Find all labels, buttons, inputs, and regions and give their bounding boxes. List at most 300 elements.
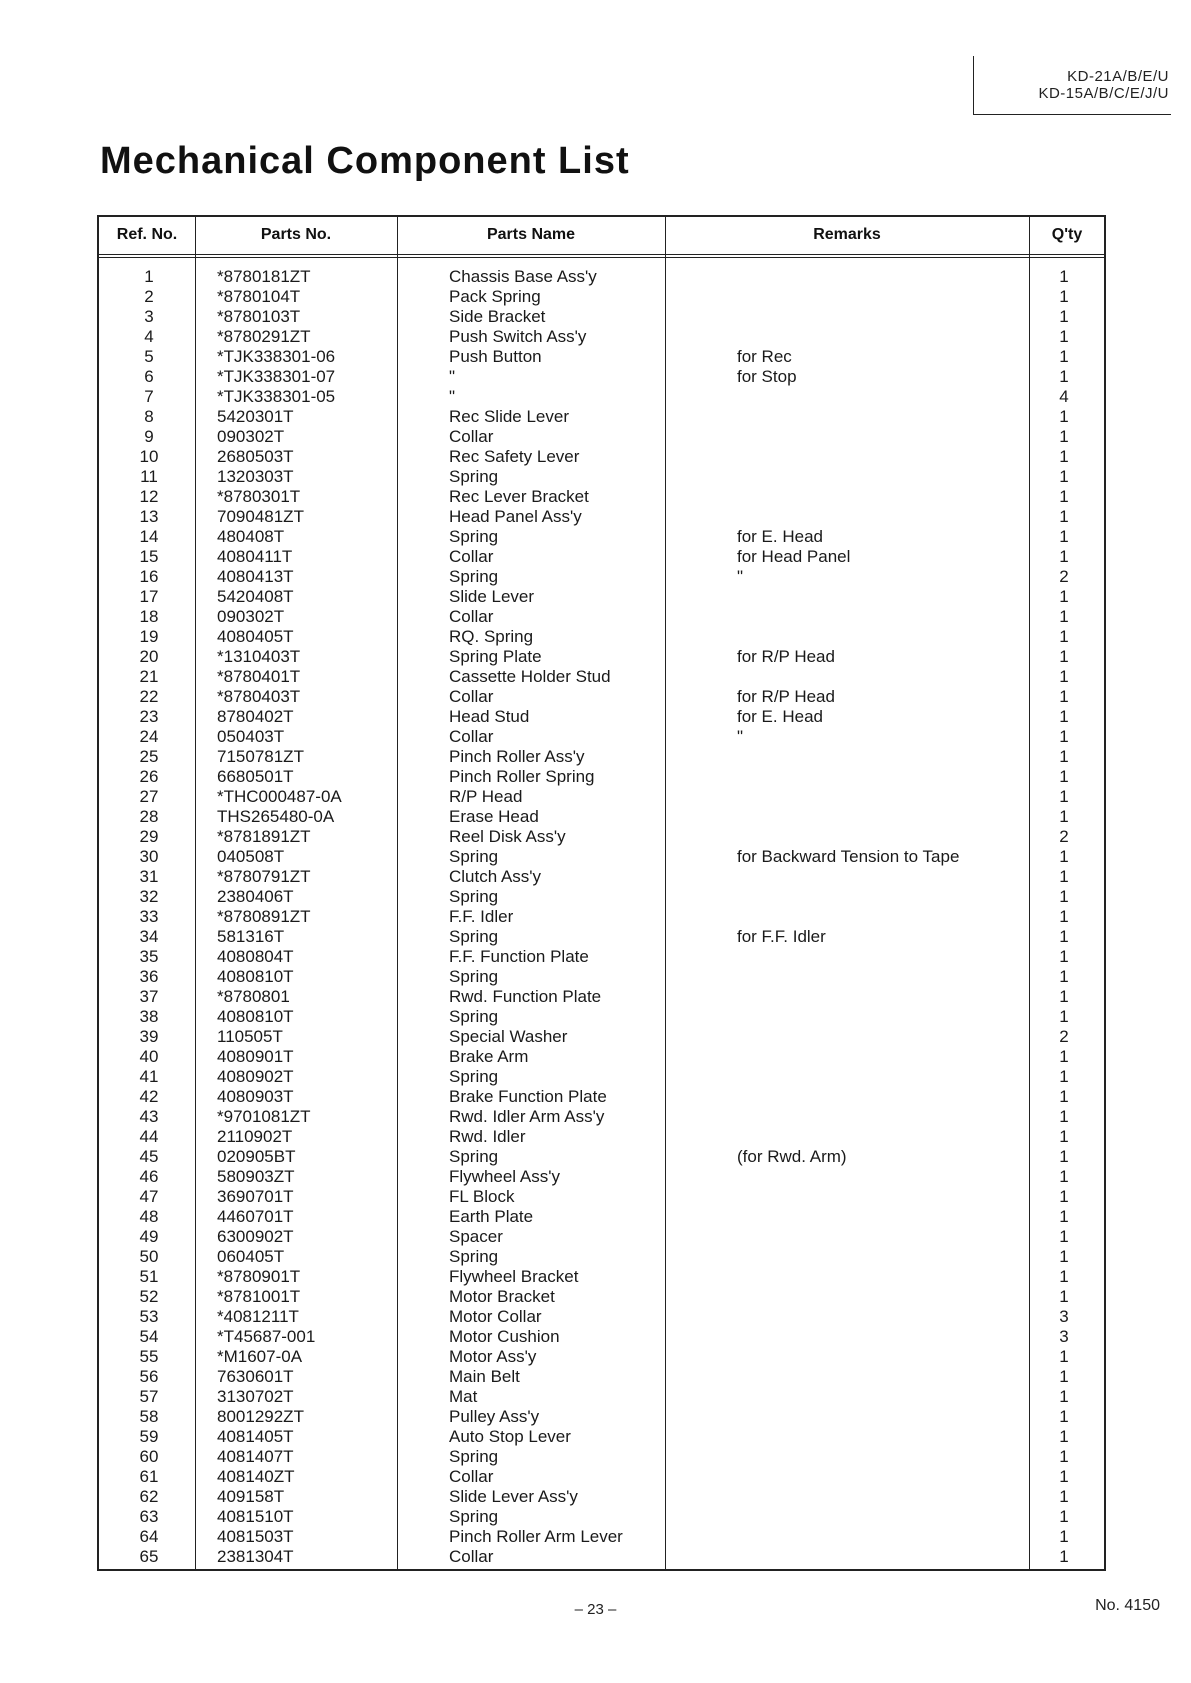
- cell-parts-name: Reel Disk Ass'y: [449, 827, 566, 846]
- cell-qty: 1: [1059, 1207, 1069, 1226]
- cell-qty: 1: [1059, 1487, 1069, 1506]
- cell-qty: 1: [1059, 1467, 1069, 1486]
- cell-parts-no: *TJK338301-06: [217, 347, 336, 366]
- cell-parts-no: *T45687-001: [217, 1327, 316, 1346]
- cell-parts-name: Spring: [449, 1447, 499, 1466]
- table-row: [99, 667, 1104, 687]
- cell-parts-no: 7090481ZT: [217, 507, 304, 526]
- cell-parts-no: *8780891ZT: [217, 907, 311, 926]
- cell-ref-no: 57: [139, 1387, 159, 1406]
- cell-parts-no: 5420408T: [217, 587, 294, 606]
- cell-parts-no: 4080901T: [217, 1047, 294, 1066]
- cell-ref-no: 30: [139, 847, 159, 866]
- table-row: [99, 1227, 1104, 1247]
- cell-parts-no: *THC000487-0A: [217, 787, 342, 806]
- cell-parts-name: Collar: [449, 547, 494, 566]
- cell-ref-no: 1: [144, 267, 154, 286]
- cell-ref-no: 4: [144, 327, 154, 346]
- cell-parts-no: 3690701T: [217, 1187, 294, 1206]
- table-row: [99, 287, 1104, 307]
- cell-qty: 1: [1059, 1187, 1069, 1206]
- cell-parts-name: Collar: [449, 427, 494, 446]
- table-row: [99, 847, 1104, 867]
- cell-parts-name: Slide Lever: [449, 587, 535, 606]
- cell-parts-name: Side Bracket: [449, 307, 546, 326]
- cell-parts-name: Motor Ass'y: [449, 1347, 537, 1366]
- cell-qty: 2: [1059, 1027, 1069, 1046]
- table-row: [99, 1027, 1104, 1047]
- cell-parts-name: Rec Lever Bracket: [449, 487, 589, 506]
- table-row: [99, 1307, 1104, 1327]
- cell-remarks: for Stop: [737, 367, 797, 386]
- cell-parts-no: *8780103T: [217, 307, 301, 326]
- table-row: [99, 987, 1104, 1007]
- cell-qty: 1: [1059, 767, 1069, 786]
- cell-parts-name: F.F. Idler: [449, 907, 514, 926]
- cell-qty: 2: [1059, 827, 1069, 846]
- header-qty: Q'ty: [1051, 226, 1083, 243]
- cell-parts-name: Spring: [449, 1507, 499, 1526]
- cell-parts-name: Pack Spring: [449, 287, 541, 306]
- table-row: [99, 307, 1104, 327]
- cell-qty: 1: [1059, 267, 1069, 286]
- table-row: [99, 447, 1104, 467]
- cell-parts-name: Collar: [449, 1467, 494, 1486]
- cell-ref-no: 44: [139, 1127, 159, 1146]
- cell-ref-no: 28: [139, 807, 159, 826]
- table-row: [99, 527, 1104, 547]
- table-row: [99, 927, 1104, 947]
- cell-ref-no: 7: [144, 387, 154, 406]
- cell-ref-no: 48: [139, 1207, 159, 1226]
- cell-parts-name: Rec Slide Lever: [449, 407, 570, 426]
- cell-parts-no: 5420301T: [217, 407, 294, 426]
- cell-parts-no: 060405T: [217, 1247, 285, 1266]
- cell-parts-name: Spring Plate: [449, 647, 542, 666]
- cell-qty: 1: [1059, 507, 1069, 526]
- cell-ref-no: 8: [144, 407, 154, 426]
- cell-parts-no: *8780791ZT: [217, 867, 311, 886]
- cell-qty: 1: [1059, 467, 1069, 486]
- header-rule: [99, 257, 1104, 258]
- cell-ref-no: 12: [139, 487, 159, 506]
- cell-qty: 1: [1059, 587, 1069, 606]
- cell-ref-no: 21: [139, 667, 159, 686]
- cell-qty: 1: [1059, 867, 1069, 886]
- cell-ref-no: 62: [139, 1487, 159, 1506]
- cell-parts-no: *9701081ZT: [217, 1107, 311, 1126]
- table-row: [99, 727, 1104, 747]
- cell-parts-name: Pinch Roller Spring: [449, 767, 595, 786]
- cell-parts-name: Brake Function Plate: [449, 1087, 607, 1106]
- table-row: [99, 1147, 1104, 1167]
- cell-qty: 1: [1059, 947, 1069, 966]
- cell-qty: 1: [1059, 927, 1069, 946]
- cell-parts-name: Rec Safety Lever: [449, 447, 580, 466]
- cell-parts-name: Slide Lever Ass'y: [449, 1487, 578, 1506]
- cell-ref-no: 47: [139, 1187, 159, 1206]
- cell-parts-name: Collar: [449, 727, 494, 746]
- cell-parts-no: 409158T: [217, 1487, 285, 1506]
- cell-qty: 1: [1059, 887, 1069, 906]
- cell-parts-name: Motor Collar: [449, 1307, 542, 1326]
- cell-parts-name: Rwd. Function Plate: [449, 987, 602, 1006]
- table-row: [99, 787, 1104, 807]
- cell-parts-no: 4080804T: [217, 947, 294, 966]
- table-row: [99, 507, 1104, 527]
- model-number-line2: KD-15A/B/C/E/J/U: [1038, 85, 1169, 102]
- cell-qty: 1: [1059, 1227, 1069, 1246]
- cell-parts-name: Spring: [449, 567, 499, 586]
- table-row: [99, 747, 1104, 767]
- cell-ref-no: 55: [139, 1347, 159, 1366]
- cell-ref-no: 14: [139, 527, 159, 546]
- cell-ref-no: 23: [139, 707, 159, 726]
- cell-parts-no: THS265480-0A: [217, 807, 335, 826]
- cell-qty: 1: [1059, 407, 1069, 426]
- cell-qty: 3: [1059, 1307, 1069, 1326]
- table-row: [99, 1267, 1104, 1287]
- cell-parts-no: 4081405T: [217, 1427, 294, 1446]
- parts-table: [97, 215, 1106, 1571]
- cell-parts-no: *8780181ZT: [217, 267, 311, 286]
- cell-remarks: for E. Head: [737, 707, 823, 726]
- cell-parts-no: 2380406T: [217, 887, 294, 906]
- cell-qty: 1: [1059, 607, 1069, 626]
- cell-ref-no: 13: [139, 507, 159, 526]
- cell-parts-no: *TJK338301-05: [217, 387, 336, 406]
- cell-ref-no: 26: [139, 767, 159, 786]
- table-row: [99, 1247, 1104, 1267]
- table-row: [99, 387, 1104, 407]
- cell-qty: 1: [1059, 787, 1069, 806]
- document-number: No. 4150: [1095, 1597, 1160, 1614]
- cell-parts-no: 6680501T: [217, 767, 294, 786]
- cell-qty: 1: [1059, 287, 1069, 306]
- cell-qty: 1: [1059, 1507, 1069, 1526]
- cell-ref-no: 20: [139, 647, 159, 666]
- cell-parts-no: 4080903T: [217, 1087, 294, 1106]
- cell-parts-name: Head Stud: [449, 707, 530, 726]
- cell-parts-no: 4081503T: [217, 1527, 294, 1546]
- cell-remarks: for F.F. Idler: [737, 927, 826, 946]
- table-row: [99, 907, 1104, 927]
- cell-parts-name: ": [449, 387, 456, 406]
- cell-ref-no: 46: [139, 1167, 159, 1186]
- cell-qty: 1: [1059, 1547, 1069, 1566]
- cell-qty: 1: [1059, 527, 1069, 546]
- cell-qty: 1: [1059, 687, 1069, 706]
- table-row: [99, 1167, 1104, 1187]
- cell-qty: 1: [1059, 747, 1069, 766]
- table-row: [99, 687, 1104, 707]
- cell-ref-no: 27: [139, 787, 159, 806]
- cell-qty: 1: [1059, 1447, 1069, 1466]
- table-row: [99, 607, 1104, 627]
- cell-ref-no: 42: [139, 1087, 159, 1106]
- cell-ref-no: 51: [139, 1267, 159, 1286]
- cell-parts-no: *8780901T: [217, 1267, 301, 1286]
- cell-qty: 1: [1059, 367, 1069, 386]
- cell-parts-no: *8780301T: [217, 487, 301, 506]
- cell-parts-name: Head Panel Ass'y: [449, 507, 582, 526]
- cell-qty: 1: [1059, 1367, 1069, 1386]
- cell-parts-name: Pulley Ass'y: [449, 1407, 540, 1426]
- table-row: [99, 887, 1104, 907]
- cell-parts-no: 050403T: [217, 727, 285, 746]
- cell-parts-name: Brake Arm: [449, 1047, 529, 1066]
- table-row: [99, 407, 1104, 427]
- cell-ref-no: 25: [139, 747, 159, 766]
- table-row: [99, 1287, 1104, 1307]
- cell-remarks: for R/P Head: [737, 687, 835, 706]
- cell-parts-name: Spring: [449, 467, 499, 486]
- table-row: [99, 967, 1104, 987]
- cell-parts-name: FL Block: [449, 1187, 515, 1206]
- cell-qty: 1: [1059, 1087, 1069, 1106]
- table-row: [99, 1007, 1104, 1027]
- cell-qty: 1: [1059, 1147, 1069, 1166]
- cell-ref-no: 17: [139, 587, 159, 606]
- cell-qty: 1: [1059, 547, 1069, 566]
- table-row: [99, 947, 1104, 967]
- cell-parts-name: Motor Cushion: [449, 1327, 560, 1346]
- cell-ref-no: 2: [144, 287, 154, 306]
- cell-qty: 1: [1059, 1047, 1069, 1066]
- cell-parts-name: Flywheel Bracket: [449, 1267, 579, 1286]
- cell-parts-name: Earth Plate: [449, 1207, 534, 1226]
- cell-ref-no: 41: [139, 1067, 159, 1086]
- cell-parts-no: 020905BT: [217, 1147, 296, 1166]
- cell-qty: 1: [1059, 487, 1069, 506]
- cell-qty: 1: [1059, 667, 1069, 686]
- cell-parts-name: Push Button: [449, 347, 542, 366]
- cell-ref-no: 52: [139, 1287, 159, 1306]
- cell-qty: 1: [1059, 1107, 1069, 1126]
- cell-parts-no: 2680503T: [217, 447, 294, 466]
- table-row: [99, 1407, 1104, 1427]
- cell-parts-no: 7150781ZT: [217, 747, 304, 766]
- cell-parts-name: Erase Head: [449, 807, 539, 826]
- cell-ref-no: 32: [139, 887, 159, 906]
- table-row: [99, 1047, 1104, 1067]
- cell-ref-no: 35: [139, 947, 159, 966]
- cell-parts-name: Spring: [449, 1247, 499, 1266]
- cell-parts-no: 580903ZT: [217, 1167, 295, 1186]
- cell-qty: 1: [1059, 347, 1069, 366]
- page-title: Mechanical Component List: [100, 140, 630, 182]
- cell-parts-name: Spring: [449, 1067, 499, 1086]
- header-parts-no: Parts No.: [260, 226, 332, 243]
- header-ref-no: Ref. No.: [116, 226, 178, 243]
- cell-parts-name: Spring: [449, 967, 499, 986]
- table-row: [99, 1127, 1104, 1147]
- table-row: [99, 1107, 1104, 1127]
- cell-ref-no: 50: [139, 1247, 159, 1266]
- cell-parts-name: ": [449, 367, 456, 386]
- cell-ref-no: 56: [139, 1367, 159, 1386]
- cell-qty: 1: [1059, 1527, 1069, 1546]
- cell-ref-no: 22: [139, 687, 159, 706]
- table-row: [99, 367, 1104, 387]
- table-row: [99, 1527, 1104, 1547]
- cell-ref-no: 49: [139, 1227, 159, 1246]
- cell-parts-no: 090302T: [217, 607, 285, 626]
- cell-parts-name: Cassette Holder Stud: [449, 667, 611, 686]
- cell-parts-no: 4080902T: [217, 1067, 294, 1086]
- cell-ref-no: 60: [139, 1447, 159, 1466]
- cell-ref-no: 34: [139, 927, 159, 946]
- cell-ref-no: 64: [139, 1527, 159, 1546]
- cell-ref-no: 24: [139, 727, 159, 746]
- cell-parts-name: Pinch Roller Ass'y: [449, 747, 585, 766]
- cell-parts-name: Clutch Ass'y: [449, 867, 542, 886]
- cell-qty: 1: [1059, 647, 1069, 666]
- cell-ref-no: 58: [139, 1407, 159, 1426]
- cell-ref-no: 31: [139, 867, 159, 886]
- cell-parts-name: Spring: [449, 527, 499, 546]
- cell-parts-name: Mat: [449, 1387, 478, 1406]
- cell-ref-no: 53: [139, 1307, 159, 1326]
- cell-ref-no: 63: [139, 1507, 159, 1526]
- cell-parts-name: Spring: [449, 1147, 499, 1166]
- cell-ref-no: 15: [139, 547, 159, 566]
- table-row: [99, 1447, 1104, 1467]
- cell-qty: 1: [1059, 907, 1069, 926]
- cell-parts-no: 4081407T: [217, 1447, 294, 1466]
- cell-ref-no: 39: [139, 1027, 159, 1046]
- table-row: [99, 1387, 1104, 1407]
- cell-parts-name: Spring: [449, 887, 499, 906]
- table-row: [99, 327, 1104, 347]
- table-row: [99, 1367, 1104, 1387]
- cell-parts-no: 090302T: [217, 427, 285, 446]
- cell-parts-name: Flywheel Ass'y: [449, 1167, 560, 1186]
- cell-qty: 1: [1059, 707, 1069, 726]
- table-row: [99, 547, 1104, 567]
- cell-ref-no: 6: [144, 367, 154, 386]
- cell-parts-no: *8780801: [217, 987, 290, 1006]
- cell-remarks: for Head Panel: [737, 547, 851, 566]
- table-row: [99, 647, 1104, 667]
- cell-ref-no: 54: [139, 1327, 159, 1346]
- cell-ref-no: 9: [144, 427, 154, 446]
- cell-parts-no: 2110902T: [217, 1127, 293, 1146]
- cell-remarks: ": [737, 727, 744, 746]
- cell-parts-no: 480408T: [217, 527, 285, 546]
- cell-parts-no: 4080810T: [217, 967, 294, 986]
- cell-remarks: for E. Head: [737, 527, 823, 546]
- table-row: [99, 767, 1104, 787]
- cell-qty: 1: [1059, 307, 1069, 326]
- cell-parts-no: 2381304T: [217, 1547, 294, 1566]
- cell-parts-no: 4080411T: [217, 547, 293, 566]
- cell-qty: 1: [1059, 1267, 1069, 1286]
- cell-parts-no: *8780104T: [217, 287, 301, 306]
- table-row: [99, 867, 1104, 887]
- cell-parts-no: *8780291ZT: [217, 327, 311, 346]
- table-row: [99, 1547, 1104, 1567]
- cell-parts-no: *M1607-0A: [217, 1347, 303, 1366]
- cell-parts-no: 040508T: [217, 847, 285, 866]
- cell-ref-no: 61: [139, 1467, 159, 1486]
- cell-parts-name: Chassis Base Ass'y: [449, 267, 597, 286]
- table-row: [99, 1507, 1104, 1527]
- cell-parts-name: Rwd. Idler Arm Ass'y: [449, 1107, 605, 1126]
- cell-qty: 1: [1059, 327, 1069, 346]
- cell-parts-no: 4080413T: [217, 567, 294, 586]
- cell-parts-no: 1320303T: [217, 467, 294, 486]
- cell-qty: 1: [1059, 1387, 1069, 1406]
- cell-parts-name: Spacer: [449, 1227, 503, 1246]
- cell-parts-name: Spring: [449, 847, 499, 866]
- cell-parts-no: 3130702T: [217, 1387, 294, 1406]
- cell-qty: 1: [1059, 1407, 1069, 1426]
- cell-qty: 1: [1059, 1287, 1069, 1306]
- model-number-line1: KD-21A/B/E/U: [1067, 68, 1169, 85]
- cell-parts-no: *8780403T: [217, 687, 301, 706]
- header-rule: [99, 254, 1104, 255]
- cell-qty: 1: [1059, 1427, 1069, 1446]
- cell-parts-no: *TJK338301-07: [217, 367, 336, 386]
- cell-parts-no: *8780401T: [217, 667, 301, 686]
- cell-parts-name: Rwd. Idler: [449, 1127, 526, 1146]
- table-row: [99, 427, 1104, 447]
- cell-parts-no: *4081211T: [217, 1307, 299, 1326]
- cell-parts-no: 4081510T: [217, 1507, 294, 1526]
- table-row: [99, 1467, 1104, 1487]
- cell-ref-no: 16: [139, 567, 159, 586]
- header-parts-name: Parts Name: [486, 226, 576, 243]
- cell-remarks: (for Rwd. Arm): [737, 1147, 847, 1166]
- cell-ref-no: 37: [139, 987, 159, 1006]
- cell-ref-no: 43: [139, 1107, 159, 1126]
- cell-qty: 1: [1059, 967, 1069, 986]
- cell-remarks: for Backward Tension to Tape: [737, 847, 960, 866]
- cell-parts-no: 110505T: [217, 1027, 283, 1046]
- cell-ref-no: 10: [139, 447, 159, 466]
- cell-parts-no: 6300902T: [217, 1227, 294, 1246]
- cell-parts-no: 7630601T: [217, 1367, 294, 1386]
- cell-qty: 1: [1059, 1007, 1069, 1026]
- cell-ref-no: 59: [139, 1427, 159, 1446]
- cell-qty: 1: [1059, 427, 1069, 446]
- cell-ref-no: 33: [139, 907, 159, 926]
- cell-parts-no: *8781001T: [217, 1287, 301, 1306]
- table-row: [99, 1067, 1104, 1087]
- cell-parts-name: Pinch Roller Arm Lever: [449, 1527, 623, 1546]
- table-row: [99, 1187, 1104, 1207]
- table-row: [99, 827, 1104, 847]
- table-row: [99, 1087, 1104, 1107]
- cell-ref-no: 40: [139, 1047, 159, 1066]
- cell-parts-name: Collar: [449, 687, 494, 706]
- cell-qty: 1: [1059, 987, 1069, 1006]
- cell-parts-name: Motor Bracket: [449, 1287, 555, 1306]
- table-row: [99, 1427, 1104, 1447]
- cell-remarks: for Rec: [737, 347, 792, 366]
- cell-parts-name: Special Washer: [449, 1027, 568, 1046]
- table-row: [99, 807, 1104, 827]
- cell-ref-no: 45: [139, 1147, 159, 1166]
- cell-parts-no: 4460701T: [217, 1207, 294, 1226]
- cell-ref-no: 11: [140, 467, 158, 486]
- cell-qty: 1: [1059, 1167, 1069, 1186]
- cell-parts-name: R/P Head: [449, 787, 523, 806]
- cell-qty: 1: [1059, 627, 1069, 646]
- cell-parts-name: Collar: [449, 1547, 494, 1566]
- cell-ref-no: 18: [139, 607, 159, 626]
